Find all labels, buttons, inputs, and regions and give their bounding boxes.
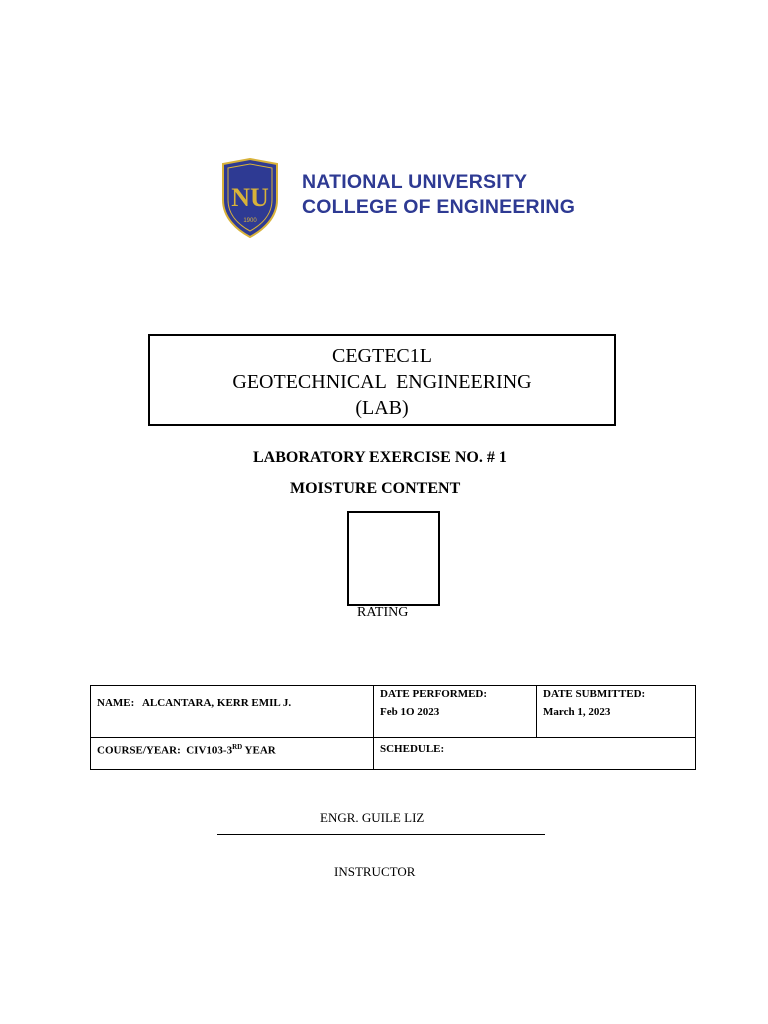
date-submitted-value: March 1, 2023 — [543, 706, 611, 718]
course-year-cell — [91, 738, 374, 770]
name-value: ALCANTARA, KERR EMIL J. — [141, 697, 292, 709]
rating-box — [347, 511, 440, 606]
schedule-label: SCHEDULE: — [380, 743, 445, 755]
instructor-role: INSTRUCTOR — [334, 864, 416, 879]
name-cell — [91, 686, 374, 738]
date-submitted-label: DATE SUBMITTED: — [543, 688, 646, 700]
course-title-box — [148, 334, 616, 426]
name-label: NAME: — [97, 697, 135, 709]
course-title: GEOTECHNICAL ENGINEERING — [232, 371, 532, 393]
rating-label: RATING — [357, 605, 409, 620]
course-year-value-sup: RD — [232, 743, 243, 751]
date-performed-label: DATE PERFORMED: — [380, 688, 488, 700]
course-year-label: COURSE/YEAR: — [97, 744, 181, 757]
signature-line — [217, 834, 545, 835]
logo-monogram: NU — [231, 183, 269, 212]
exercise-number: LABORATORY EXERCISE NO. # 1 — [253, 449, 507, 466]
table-row — [91, 738, 696, 770]
instructor-name: ENGR. GUILE LIZ — [320, 810, 425, 825]
date-performed-cell — [374, 686, 537, 738]
table-row — [91, 686, 696, 738]
exercise-title: MOISTURE CONTENT — [290, 480, 461, 497]
course-code: CEGTEC1L — [332, 345, 432, 367]
logo-year: 1900 — [243, 218, 257, 224]
national-university-shield-logo — [219, 158, 281, 238]
course-year-value-suffix: YEAR — [242, 744, 276, 757]
course-type: (LAB) — [355, 397, 409, 419]
university-name: NATIONAL UNIVERSITY — [302, 171, 528, 193]
institution-name — [302, 170, 575, 220]
college-name: COLLEGE OF ENGINEERING — [302, 196, 576, 218]
student-info-table — [90, 685, 696, 770]
schedule-cell — [374, 738, 696, 770]
course-year-value-prefix: CIV103-3 — [186, 744, 233, 757]
date-performed-value: Feb 1O 2023 — [380, 706, 440, 718]
date-submitted-cell — [537, 686, 696, 738]
